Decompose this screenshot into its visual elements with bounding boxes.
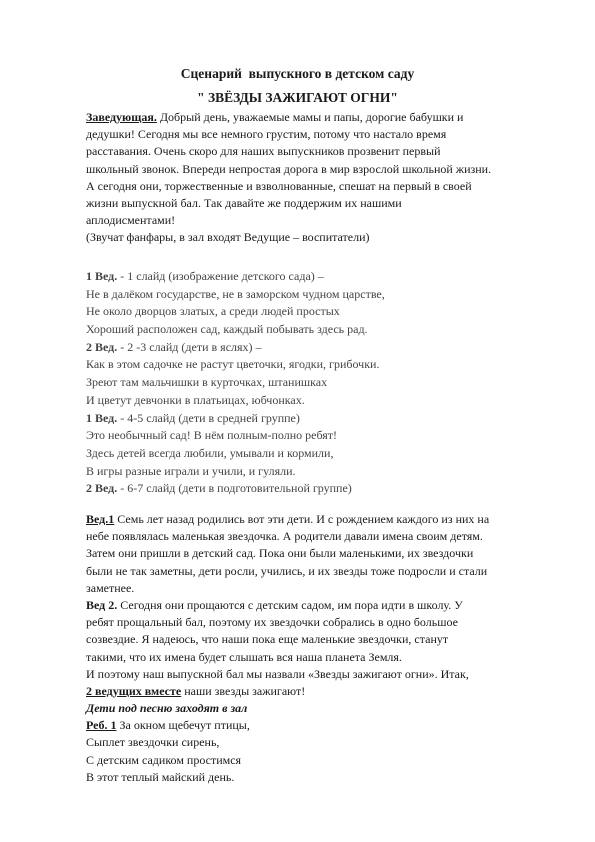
intro-section	[86, 109, 566, 247]
text-line: школьный звонок. Впереди непростая дорога в мир взрослой школьной жизни.	[86, 161, 492, 176]
text-line: были не так заметны, дети росли, учились, и их звезды тоже подросли и стали	[86, 563, 488, 578]
text-line: расставания. Очень скоро для наших выпускников прозвенит первый	[86, 144, 441, 159]
slide-line: Зреют там мальчишки в курточках, штанишках	[86, 375, 328, 390]
ved2-first-line: Вед 2. Сегодня они прощаются с детским садом, им пора идти в школу. У	[86, 597, 463, 612]
speaker-label: Вед.1	[86, 512, 115, 526]
text-line: заметнее.	[86, 580, 135, 595]
text-line: А сегодня они, торжественные и взволнованные, спешат на первый в своей	[86, 178, 472, 193]
slide-line: И цветут девчонки в платьицах, юбчонках.	[86, 392, 305, 407]
slide-line: В игры разные играли и учили, и гуляли.	[86, 463, 296, 478]
reb1-first-line: Реб. 1 За окном щебечут птицы,	[86, 718, 250, 733]
text-line: Сыплет звездочки сирень,	[86, 735, 220, 750]
text-line: аплодисментами!	[86, 213, 176, 228]
text-line: С детским садиком простимся	[86, 752, 242, 767]
text-line: такими, что их имена будет слышать вся наша планета Земля.	[86, 649, 402, 664]
slide-line: Не около дворцов златых, а среди людей простых	[86, 304, 340, 319]
slide-line: Это необычный сад! В нём полным-полно ребят!	[86, 428, 338, 443]
slide-line: 2 Вед. - 6-7 слайд (дети в подготовительной группе)	[86, 481, 352, 496]
stage-direction: Дети под песню заходят в зал	[86, 701, 248, 716]
text-line: дедушки! Сегодня мы все немного грустим, потому что настало время	[86, 127, 447, 142]
slide-line: 1 Вед. - 1 слайд (изображение детского сада) –	[86, 269, 324, 283]
text-line: В этот теплый майский день.	[86, 769, 235, 784]
slides-section	[86, 268, 566, 498]
text-line: небе появлялась маленькая звездочка. А родители давали имена своим детям.	[86, 529, 483, 544]
speaker-label: Заведующая.	[86, 110, 157, 124]
stage-direction: (Звучат фанфары, в зал входят Ведущие – воспитатели)	[86, 230, 370, 245]
slide-line: 1 Вед. - 4-5 слайд (дети в средней группе)	[86, 410, 300, 425]
document-subtitle: " ЗВЁЗДЫ ЗАЖИГАЮТ ОГНИ"	[197, 90, 398, 105]
both-hosts-line: 2 ведущих вместе наши звезды зажигают!	[86, 683, 306, 698]
slide-line: Не в далёком государстве, не в заморском чудном царстве,	[86, 286, 385, 301]
speaker-label: Реб. 1	[86, 718, 117, 733]
intro-first-line: Заведующая. Добрый день, уважаемые мамы и папы, дорогие бабушки и	[86, 110, 464, 124]
ved1-first-line: Вед.1 Семь лет назад родились вот эти дети. И с рождением каждого из них на	[86, 512, 490, 526]
slide-line: Хороший расположен сад, каждый побывать здесь рад.	[86, 322, 368, 337]
text-line: И поэтому наш выпускной бал мы назвали «Звезды зажигают огни». Итак,	[86, 666, 469, 681]
slide-line: Здесь детей всегда любили, умывали и кормили,	[86, 445, 334, 460]
part2-section	[86, 511, 566, 786]
text-line: Затем они пришли в детский сад. Пока они были маленькими, их звездочки	[86, 546, 474, 561]
speaker-label: 2 ведущих вместе	[86, 683, 182, 698]
slide-line: Как в этом садочке не растут цветочки, ягодки, грибочки.	[86, 357, 380, 372]
slide-line: 2 Вед. - 2 -3 слайд (дети в яслях) –	[86, 339, 262, 354]
speaker-label: Вед 2.	[86, 597, 118, 612]
text-line: жизни выпускной бал. Так давайте же поддержим их нашими	[86, 195, 402, 210]
document-title: Сценарий выпускного в детском саду	[180, 66, 415, 81]
text-line: созвездие. Я надеюсь, что наши пока еще маленькие звездочки, станут	[86, 632, 449, 647]
text-line: ребят прощальный бал, поэтому их звездочки собрались в одно большое	[86, 615, 458, 630]
